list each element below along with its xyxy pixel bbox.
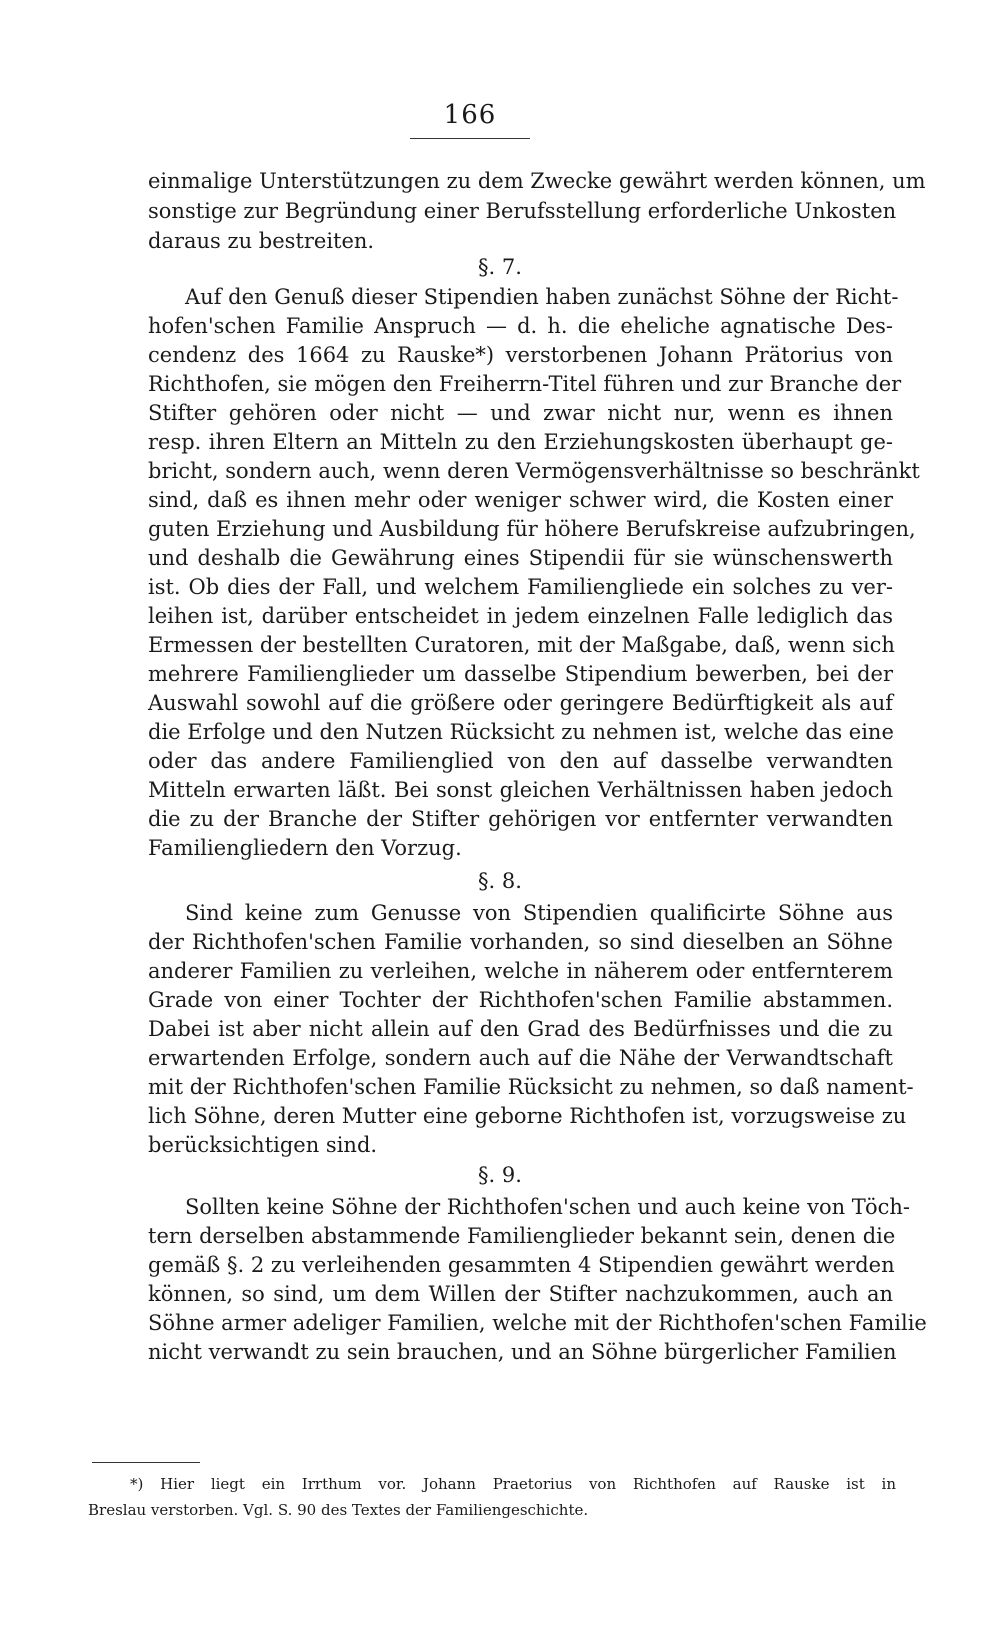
text-line: die zu der Branche der Stifter gehörigen vor entfernter verwandten [148,807,893,831]
text-line: Söhne armer adeliger Familien, welche mit der Richthofen'schen Familie [148,1311,927,1335]
text-line: ist. Ob dies der Fall, und welchem Familiengliede ein solches zu ver- [148,575,893,599]
text-line: tern derselben abstammende Familienglieder bekannt sein, denen die [148,1224,896,1248]
section-heading-7: §. 7. [478,255,522,279]
text-line: lich Söhne, deren Mutter eine geborne Richthofen ist, vorzugsweise zu [148,1104,907,1128]
text-line: daraus zu bestreiten. [148,229,375,253]
text-line: Ermessen der bestellten Curatoren, mit der Maßgabe, daß, wenn sich [148,633,895,657]
footnote-rule [92,1462,200,1463]
text-line: Mitteln erwarten läßt. Bei sonst gleichen Verhältnissen haben jedoch [148,778,893,802]
text-line: cendenz des 1664 zu Rauske*) verstorbenen Johann Prätorius von [148,343,893,367]
text-line: anderer Familien zu verleihen, welche in näherem oder entfernterem [148,959,893,983]
section-heading-9: §. 9. [478,1163,522,1187]
text-line: Sollten keine Söhne der Richthofen'schen und auch keine von Töch- [185,1195,911,1219]
text-line: Stifter gehören oder nicht — und zwar nicht nur, wenn es ihnen [148,401,893,425]
text-line: resp. ihren Eltern an Mitteln zu den Erziehungskosten überhaupt ge- [148,430,893,454]
text-line: oder das andere Familienglied von den auf dasselbe verwandten [148,749,893,773]
text-line: einmalige Unterstützungen zu dem Zwecke gewährt werden können, um [148,169,926,193]
text-line: sind, daß es ihnen mehr oder weniger schwer wird, die Kosten einer [148,488,893,512]
text-line: bricht, sondern auch, wenn deren Vermögensverhältnisse so beschränkt [148,459,920,483]
text-line: die Erfolge und den Nutzen Rücksicht zu nehmen ist, welche das eine [148,720,894,744]
text-line: hofen'schen Familie Anspruch — d. h. die eheliche agnatische Des- [148,314,893,338]
text-line: Familiengliedern den Vorzug. [148,836,462,860]
text-line: Auswahl sowohl auf die größere oder geringere Bedürftigkeit als auf [148,691,893,715]
text-line: nicht verwandt zu sein brauchen, und an Söhne bürgerlicher Familien [148,1340,897,1364]
page-number: 166 [443,100,497,130]
text-line: der Richthofen'schen Familie vorhanden, so sind dieselben an Söhne [148,930,893,954]
text-line: gemäß §. 2 zu verleihenden gesammten 4 Stipendien gewährt werden [148,1253,895,1277]
text-line: und deshalb die Gewährung eines Stipendii für sie wünschenswerth [148,546,893,570]
text-line: mehrere Familienglieder um dasselbe Stipendium bewerben, bei der [148,662,893,686]
text-line: berücksichtigen sind. [148,1133,378,1157]
text-line: Dabei ist aber nicht allein auf den Grad des Bedürfnisses und die zu [148,1017,893,1041]
page-number-rule [410,138,530,139]
footnote-line: *) Hier liegt ein Irrthum vor. Johann Praetorius von Richthofen auf Rauske ist in [130,1475,896,1493]
section-heading-8: §. 8. [478,869,522,893]
text-line: guten Erziehung und Ausbildung für höhere Berufskreise aufzubringen, [148,517,916,541]
text-line: erwartenden Erfolge, sondern auch auf die Nähe der Verwandtschaft [148,1046,893,1070]
footnote-line: Breslau verstorben. Vgl. S. 90 des Textes der Familiengeschichte. [88,1501,589,1519]
text-line: mit der Richthofen'schen Familie Rücksicht zu nehmen, so daß nament- [148,1075,914,1099]
text-line: Richthofen, sie mögen den Freiherrn-Titel führen und zur Branche der [148,372,902,396]
text-line: leihen ist, darüber entscheidet in jedem einzelnen Falle lediglich das [148,604,893,628]
text-line: Sind keine zum Genusse von Stipendien qualificirte Söhne aus [185,901,893,925]
text-line: Auf den Genuß dieser Stipendien haben zunächst Söhne der Richt- [185,285,899,309]
text-line: sonstige zur Begründung einer Berufsstellung erforderliche Unkosten [148,199,897,223]
text-line: Grade von einer Tochter der Richthofen'schen Familie abstammen. [148,988,893,1012]
text-line: können, so sind, um dem Willen der Stifter nachzukommen, auch an [148,1282,893,1306]
